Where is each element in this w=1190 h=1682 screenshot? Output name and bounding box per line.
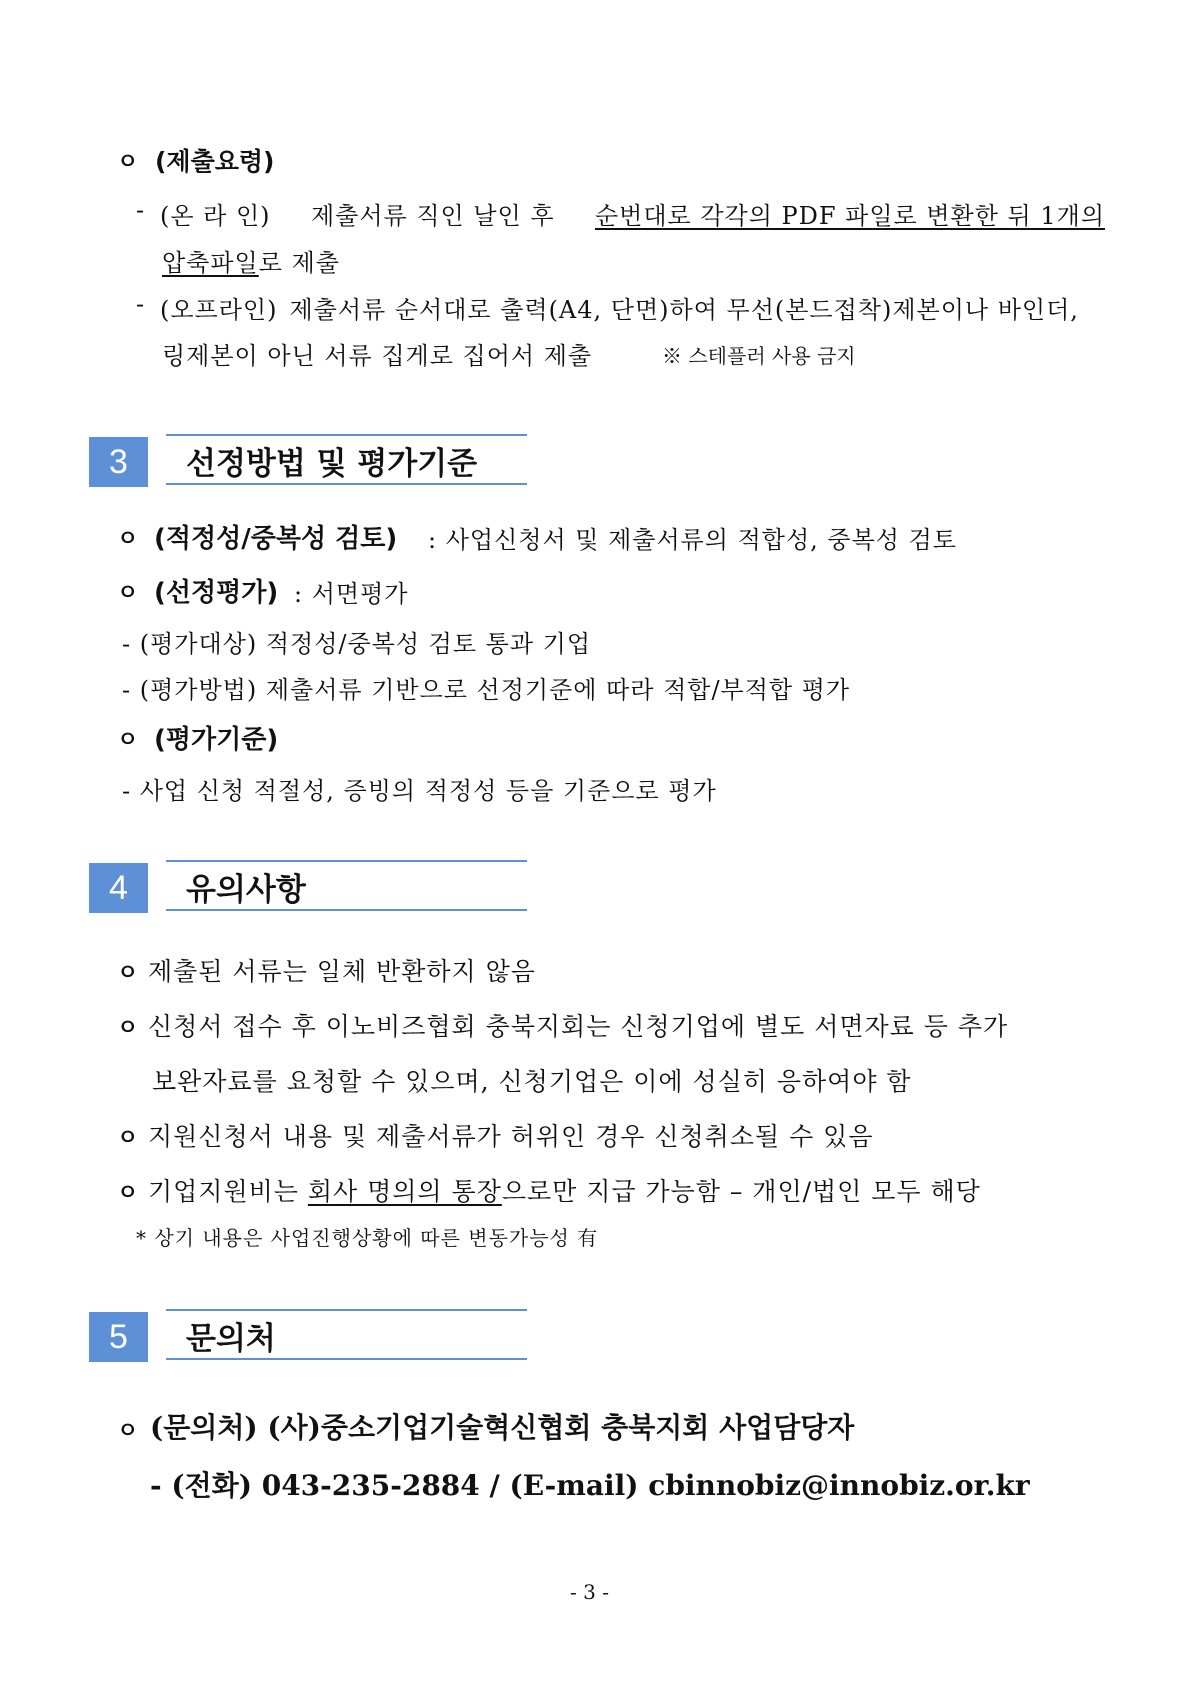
offline-text: 제출서류 순서대로 출력(A4, 단면)하여 무선(본드접착)제본이나 바인더, [289,296,1079,324]
section-5-number: 5 [89,1312,148,1362]
criteria-heading: (평가기준) [154,725,279,755]
notice-footnote: * 상기 내용은 사업진행상황에 따른 변동가능성 有 [136,1226,599,1250]
bullet-marker: ㅇ [117,581,139,606]
selection-heading: (선정평가) [154,578,279,608]
notice-item-2-line-1: 신청서 접수 후 이노비즈협회 충북지회는 신청기업에 별도 서면자료 등 추가 [148,1012,1009,1041]
section-3-title: 선정방법 및 평가기준 [186,446,478,482]
contact-line: (문의처) (사)중소기업기술혁신협회 충북지회 사업담당자 [150,1411,855,1444]
notice-item-3: 지원신청서 내용 및 제출서류가 허위인 경우 신청취소될 수 있음 [148,1122,874,1151]
submission-heading: (제출요령) [155,147,275,176]
online-text: 제출서류 직인 날인 후 [310,202,555,230]
section-5-title-box [166,1309,527,1360]
online-label: (온 라 인) [160,202,271,230]
notice-item-4 [148,1172,981,1208]
bullet-marker: ㅇ [117,1419,139,1444]
phone-email-line: - (전화) 043-235-2884 / (E-mail) cbinnobiz@innobiz.or.kr [150,1469,1030,1502]
evaluation-method: - (평가방법) 제출서류 기반으로 선정기준에 따라 적합/부적합 평가 [122,676,851,704]
selection-text: : 서면평가 [294,580,409,608]
section-3-number: 3 [89,437,148,487]
online-text-underlined: 순번대로 각각의 PDF 파일로 변환한 뒤 1개의 [594,202,1105,230]
offline-note: ※ 스테플러 사용 금지 [662,344,856,368]
online-zip-underlined: 압축파일 [162,249,259,277]
offline-dash: - [136,290,146,318]
section-5-title: 문의처 [186,1321,276,1357]
section-3-title-box [166,434,527,485]
page-number: - 3 - [570,1580,609,1604]
validity-heading: (적정성/중복성 검토) [154,524,398,554]
bullet-marker: ㅇ [117,527,139,552]
evaluation-target: - (평가대상) 적정성/중복성 검토 통과 기업 [122,630,592,658]
notice-item-4-underlined: 회사 명의의 통장 [307,1177,502,1206]
notice-item-2-line-2: 보완자료를 요청할 수 있으며, 신청기업은 이에 성실히 응하여야 함 [152,1067,912,1096]
online-dash: - [136,196,146,224]
online-line-1 [160,196,1105,231]
section-4-title: 유의사항 [186,872,306,908]
bullet-marker: ㅇ [117,150,139,175]
validity-text: : 사업신청서 및 제출서류의 적합성, 중복성 검토 [428,526,957,554]
online-zip-text: 로 제출 [258,249,340,277]
criteria-text: - 사업 신청 적절성, 증빙의 적정성 등을 기준으로 평가 [122,777,717,805]
bullet-marker: ㅇ [117,1181,139,1206]
notice-item-4-post: 으로만 지급 가능함 – 개인/법인 모두 해당 [501,1177,981,1206]
offline-text-2: 링제본이 아닌 서류 집게로 집어서 제출 [162,342,593,370]
offline-line-1 [160,290,1105,325]
notice-item-1: 제출된 서류는 일체 반환하지 않음 [148,957,536,986]
offline-label: (오프라인) [160,296,278,324]
online-line-2 [162,243,340,278]
bullet-marker: ㅇ [117,961,139,986]
bullet-marker: ㅇ [117,728,139,753]
section-4-number: 4 [89,863,148,913]
bullet-marker: ㅇ [117,1016,139,1041]
section-4-title-box [166,860,527,911]
bullet-marker: ㅇ [117,1126,139,1151]
notice-item-4-pre: 기업지원비는 [148,1177,299,1206]
